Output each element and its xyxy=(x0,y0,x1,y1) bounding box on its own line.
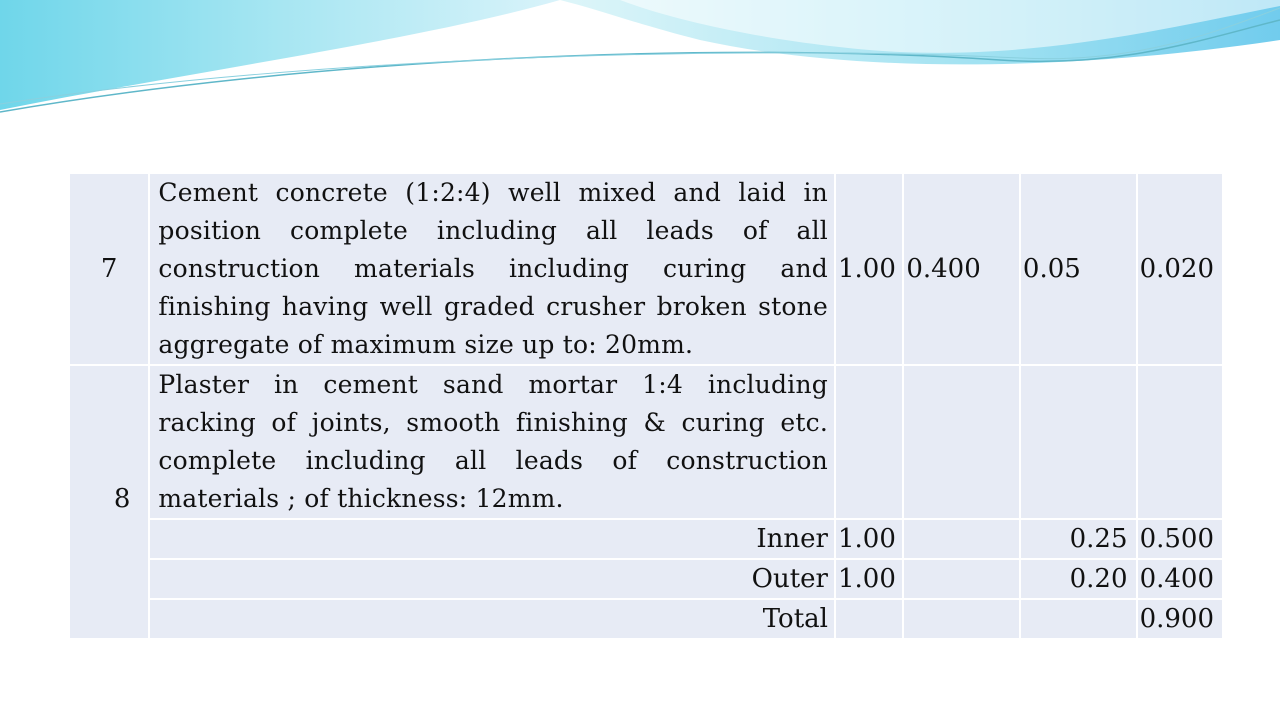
quantity-value: 0.500 xyxy=(1137,519,1224,559)
total-label: Total xyxy=(149,599,835,639)
table-row-item-8 xyxy=(69,365,1223,519)
table-row-inner xyxy=(69,519,1223,559)
quantity-value xyxy=(1137,365,1224,519)
decorative-wave-header xyxy=(0,0,1280,120)
item-description: Plaster in cement sand mortar 1:4 including racking of joints, smooth finishing & curing etc. complete including all leads of construction materials ; of thickness: 12mm. xyxy=(149,365,835,519)
nos-value xyxy=(835,365,903,519)
table-row-item-7 xyxy=(69,173,1223,365)
item-number: 8 xyxy=(69,365,149,639)
item-description: Cement concrete (1:2:4) well mixed and laid in position complete including all leads of all construction materials including curing and finishing having well graded crusher broken stone aggregate of maximum size up to: 20mm. xyxy=(149,173,835,365)
estimate-table xyxy=(68,172,1224,640)
breadth-value: 0.25 xyxy=(1020,519,1137,559)
nos-value xyxy=(835,599,903,639)
table-row-total xyxy=(69,599,1223,639)
breadth-value: 0.20 xyxy=(1020,559,1137,599)
breadth-value: 0.05 xyxy=(1020,173,1137,365)
table-row-outer xyxy=(69,559,1223,599)
item-number: 7 xyxy=(69,173,149,365)
sub-label: Inner xyxy=(149,519,835,559)
breadth-value xyxy=(1020,599,1137,639)
length-value xyxy=(903,519,1020,559)
nos-value: 1.00 xyxy=(835,519,903,559)
breadth-value xyxy=(1020,365,1137,519)
nos-value: 1.00 xyxy=(835,559,903,599)
length-value: 0.400 xyxy=(903,173,1020,365)
quantity-value: 0.400 xyxy=(1137,559,1224,599)
length-value xyxy=(903,365,1020,519)
total-quantity-value: 0.900 xyxy=(1137,599,1224,639)
sub-label: Outer xyxy=(149,559,835,599)
length-value xyxy=(903,559,1020,599)
quantity-value: 0.020 xyxy=(1137,173,1224,365)
nos-value: 1.00 xyxy=(835,173,903,365)
length-value xyxy=(903,599,1020,639)
